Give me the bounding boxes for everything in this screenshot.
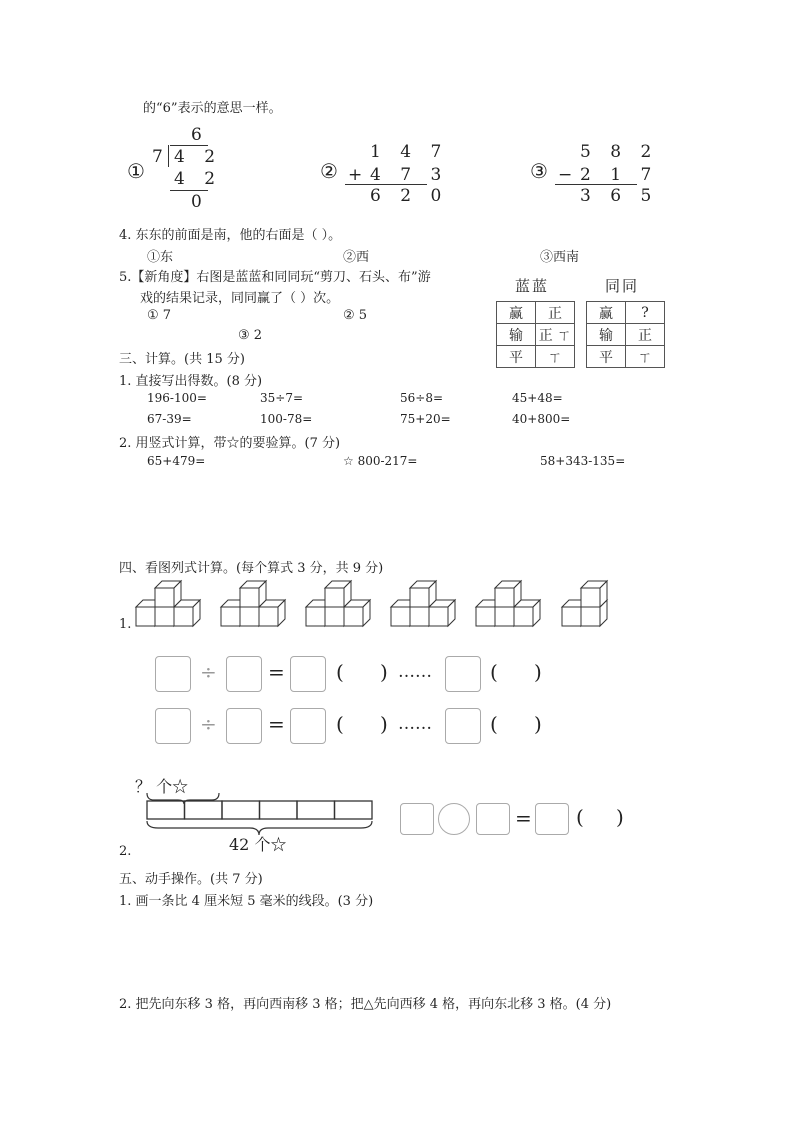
sum-line (345, 184, 427, 185)
question-4: 4. 东东的前面是南，他的右面是（ ）。 (119, 228, 342, 243)
remainder-dots: …… (398, 662, 432, 682)
calc-item: 196-100= (147, 391, 207, 405)
section-5-heading: 五、动手操作。(共 7 分) (119, 872, 263, 887)
cell: 输 (497, 324, 536, 346)
operator-circle[interactable] (438, 803, 470, 835)
answer-box[interactable] (226, 656, 262, 692)
bar-segment (185, 801, 223, 819)
calc-item: 100-78= (260, 412, 313, 426)
subtract-line (170, 190, 208, 191)
division-bracket (168, 145, 169, 167)
bar-segment (222, 801, 260, 819)
tongtong-title: 同同 (605, 277, 640, 295)
section-5-q1: 1. 画一条比 4 厘米短 5 毫米的线段。(3 分) (119, 894, 374, 909)
bar-segment (335, 801, 373, 819)
minuend: 5 8 2 (580, 142, 659, 162)
q5-option-1: ① 7 (147, 308, 172, 323)
addend-2: 4 7 3 (370, 165, 449, 185)
option-marker: ③ (530, 159, 548, 183)
equals-sign: = (515, 806, 532, 830)
open-paren: ( (490, 660, 498, 684)
lanlan-title: 蓝蓝 (515, 277, 550, 295)
vertical-calc-item: ☆ 800-217= (343, 454, 418, 468)
cell: ? (626, 302, 665, 324)
answer-box[interactable] (445, 708, 481, 744)
division-bar (170, 145, 208, 146)
question-5-line-2: 戏的结果记录，同同赢了（ ）次。 (140, 291, 340, 306)
bar-bottom-label: 42 个☆ (229, 835, 287, 854)
close-paren: ) (616, 805, 624, 829)
plus-sign: + (348, 165, 370, 185)
divide-sign: ÷ (200, 712, 217, 736)
difference-line (555, 184, 637, 185)
cell: 赢 (497, 302, 536, 324)
dividend: 4 2 (174, 147, 223, 167)
tongtong-tally-table (586, 301, 665, 368)
sum: 6 2 0 (370, 186, 449, 206)
lanlan-tally-table (496, 301, 575, 368)
bar-top-label: ？ 个☆ (135, 777, 189, 796)
open-paren: ( (336, 712, 344, 736)
bar-segment (260, 801, 298, 819)
open-paren: ( (490, 712, 498, 736)
q4-option-2: ②西 (343, 250, 370, 265)
cell: ㄒ (626, 346, 665, 368)
addend-1: 1 4 7 (370, 142, 449, 162)
section-4-heading: 四、看图列式计算。(每个算式 3 分，共 9 分) (119, 561, 384, 576)
calc-item: 75+20= (400, 412, 451, 426)
product: 4 2 (174, 169, 223, 189)
equals-sign: = (268, 712, 285, 736)
option-marker: ② (320, 159, 338, 183)
close-paren: ) (380, 712, 388, 736)
calc-item: 45+48= (512, 391, 563, 405)
cell: ㄒ (536, 346, 575, 368)
cell: 正 (536, 302, 575, 324)
difference: 3 6 5 (580, 186, 659, 206)
section-4-q2-label: 2. (119, 844, 132, 859)
open-paren: ( (336, 660, 344, 684)
cell: 平 (497, 346, 536, 368)
answer-box[interactable] (535, 803, 569, 835)
section-4-q1-label: 1. (119, 617, 132, 632)
vertical-calc-item: 58+343-135= (540, 454, 626, 468)
bar-segment (147, 801, 185, 819)
q5-option-2: ② 5 (343, 308, 368, 323)
q4-option-3: ③西南 (540, 250, 580, 265)
q4-option-1: ①东 (147, 250, 174, 265)
option-marker: ① (127, 159, 145, 183)
remainder-dots: …… (398, 714, 432, 734)
calc-item: 40+800= (512, 412, 571, 426)
cell: 输 (587, 324, 626, 346)
remainder: 0 (191, 192, 209, 212)
bar-segment (297, 801, 335, 819)
calc-item: 67-39= (147, 412, 192, 426)
divisor: 7 (152, 147, 170, 167)
answer-box[interactable] (290, 656, 326, 692)
section-3-q2: 2. 用竖式计算，带☆的要验算。(7 分) (119, 436, 341, 451)
calc-item: 56÷8= (400, 391, 444, 405)
question-5-line-1: 5.【新角度】右图是蓝蓝和同同玩“剪刀、石头、布”游 (119, 270, 431, 285)
answer-box[interactable] (400, 803, 434, 835)
calc-item: 35÷7= (260, 391, 304, 405)
cube-figures (0, 575, 794, 645)
quotient: 6 (191, 125, 209, 145)
top-brace (147, 793, 219, 804)
answer-box[interactable] (155, 708, 191, 744)
subtrahend: 2 1 7 (580, 165, 659, 185)
section-5-q2: 2. 把先向东移 3 格，再向西南移 3 格；把△先向西移 4 格，再向东北移 3 格。(4 分) (119, 997, 612, 1012)
close-paren: ) (534, 712, 542, 736)
answer-box[interactable] (445, 656, 481, 692)
close-paren: ) (534, 660, 542, 684)
section-3-q1: 1. 直接写出得数。(8 分) (119, 374, 263, 389)
equals-sign: = (268, 660, 285, 684)
close-paren: ) (380, 660, 388, 684)
answer-box[interactable] (476, 803, 510, 835)
cell: 正 (626, 324, 665, 346)
minus-sign: − (558, 165, 580, 185)
q5-option-3: ③ 2 (238, 328, 263, 343)
answer-box[interactable] (226, 708, 262, 744)
cell: 平 (587, 346, 626, 368)
answer-box[interactable] (290, 708, 326, 744)
answer-box[interactable] (155, 656, 191, 692)
section-3-heading: 三、计算。(共 15 分) (119, 352, 245, 367)
divide-sign: ÷ (200, 660, 217, 684)
cell: 赢 (587, 302, 626, 324)
vertical-calc-item: 65+479= (147, 454, 206, 468)
cell: 正 ㄒ (536, 324, 575, 346)
intro-line: 的“6”表示的意思一样。 (143, 101, 282, 116)
open-paren: ( (576, 805, 584, 829)
